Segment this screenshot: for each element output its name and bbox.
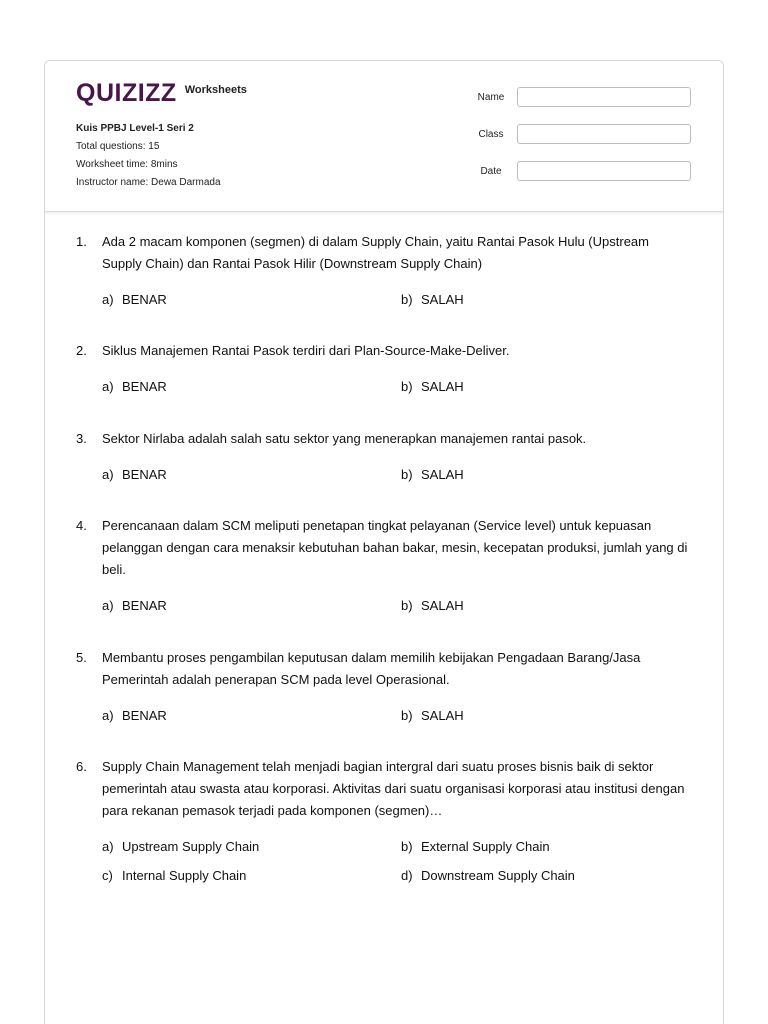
option-a[interactable] (102, 705, 401, 727)
worksheet-page (44, 60, 724, 1024)
name-field-row (465, 87, 691, 107)
option-a[interactable] (102, 595, 401, 617)
answer-options (102, 289, 696, 311)
option-text: BENAR (122, 708, 167, 723)
name-label: Name (477, 91, 505, 103)
question-6 (76, 756, 696, 887)
option-b[interactable] (401, 836, 691, 858)
question-text: Siklus Manajemen Rantai Pasok terdiri dari Plan-Source-Make-Deliver. (102, 343, 510, 358)
option-letter: a) (102, 379, 114, 394)
question-text: Supply Chain Management telah menjadi bagian intergral dari suatu proses bisnis baik di sektor pemerintah atau swasta atau korporasi. Aktivitas dari suatu organisasi korporasi atau institusi dengan para rekanan pemasok terjadi pada komponen (segmen)… (102, 759, 685, 818)
question-text: Ada 2 macam komponen (segmen) di dalam Supply Chain, yaitu Rantai Pasok Hulu (Upstream Supply Chain) dan Rantai Pasok Hilir (Downstream Supply Chain) (102, 234, 649, 271)
option-b[interactable] (401, 376, 691, 398)
instructor-name: Instructor name: Dewa Darmada (76, 177, 221, 188)
option-text: SALAH (421, 292, 464, 307)
option-text: BENAR (122, 379, 167, 394)
question-text: Sektor Nirlaba adalah salah satu sektor yang menerapkan manajemen rantai pasok. (102, 431, 587, 446)
option-text: BENAR (122, 467, 167, 482)
question-number: 5. (76, 650, 87, 665)
option-b[interactable] (401, 464, 691, 486)
option-b[interactable] (401, 595, 691, 617)
question-number: 4. (76, 518, 87, 533)
option-letter: a) (102, 292, 114, 307)
answer-options (102, 836, 696, 887)
answer-options (102, 595, 696, 617)
question-number: 1. (76, 234, 87, 249)
question-2 (76, 340, 696, 398)
name-input[interactable] (517, 87, 691, 107)
option-letter: b) (401, 467, 413, 482)
option-letter: a) (102, 467, 114, 482)
brand-subtitle: Worksheets (184, 84, 247, 96)
option-letter: d) (401, 868, 413, 883)
option-text: Downstream Supply Chain (421, 868, 575, 883)
option-d[interactable] (401, 865, 691, 887)
answer-options (102, 376, 696, 398)
option-c[interactable] (102, 865, 401, 887)
option-letter: c) (102, 868, 113, 883)
worksheet-meta (76, 120, 221, 192)
option-b[interactable] (401, 705, 691, 727)
worksheet-header (45, 61, 723, 212)
class-field-row (465, 124, 691, 144)
option-text: SALAH (421, 379, 464, 394)
option-a[interactable] (102, 836, 401, 858)
option-text: BENAR (122, 292, 167, 307)
option-text: BENAR (122, 598, 167, 613)
class-input[interactable] (517, 124, 691, 144)
brand (76, 81, 247, 105)
date-field-row (465, 161, 691, 181)
class-label: Class (478, 128, 504, 140)
quizizz-logo: QUIZIZZ (76, 79, 177, 107)
option-letter: a) (102, 839, 114, 854)
option-text: External Supply Chain (421, 839, 550, 854)
worksheet-time: Worksheet time: 8mins (76, 159, 178, 170)
option-letter: b) (401, 839, 413, 854)
question-number: 3. (76, 431, 87, 446)
option-letter: a) (102, 598, 114, 613)
question-text: Perencanaan dalam SCM meliputi penetapan tingkat pelayanan (Service level) untuk kepuasan pelanggan dengan cara menaksir kebutuhan bahan bakar, mesin, kecepatan produksi, jumlah yang di beli. (102, 518, 688, 577)
option-text: Internal Supply Chain (122, 868, 247, 883)
option-text: SALAH (421, 467, 464, 482)
option-letter: a) (102, 708, 114, 723)
question-5 (76, 647, 696, 727)
option-letter: b) (401, 292, 413, 307)
question-number: 6. (76, 759, 87, 774)
option-a[interactable] (102, 289, 401, 311)
question-4 (76, 515, 696, 617)
question-1 (76, 231, 696, 311)
option-text: SALAH (421, 598, 464, 613)
answer-options (102, 705, 696, 727)
option-letter: b) (401, 598, 413, 613)
option-text: Upstream Supply Chain (122, 839, 260, 854)
question-text: Membantu proses pengambilan keputusan dalam memilih kebijakan Pengadaan Barang/Jasa Pemerintah adalah penerapan SCM pada level Operasional. (102, 650, 641, 687)
answer-options (102, 464, 696, 486)
date-input[interactable] (517, 161, 691, 181)
option-letter: b) (401, 379, 413, 394)
option-text: SALAH (421, 708, 464, 723)
option-a[interactable] (102, 376, 401, 398)
option-b[interactable] (401, 289, 691, 311)
total-questions: Total questions: 15 (76, 141, 160, 152)
worksheet-title: Kuis PPBJ Level-1 Seri 2 (76, 123, 194, 134)
option-letter: b) (401, 708, 413, 723)
date-label: Date (480, 165, 502, 177)
option-a[interactable] (102, 464, 401, 486)
question-number: 2. (76, 343, 87, 358)
question-3 (76, 428, 696, 486)
